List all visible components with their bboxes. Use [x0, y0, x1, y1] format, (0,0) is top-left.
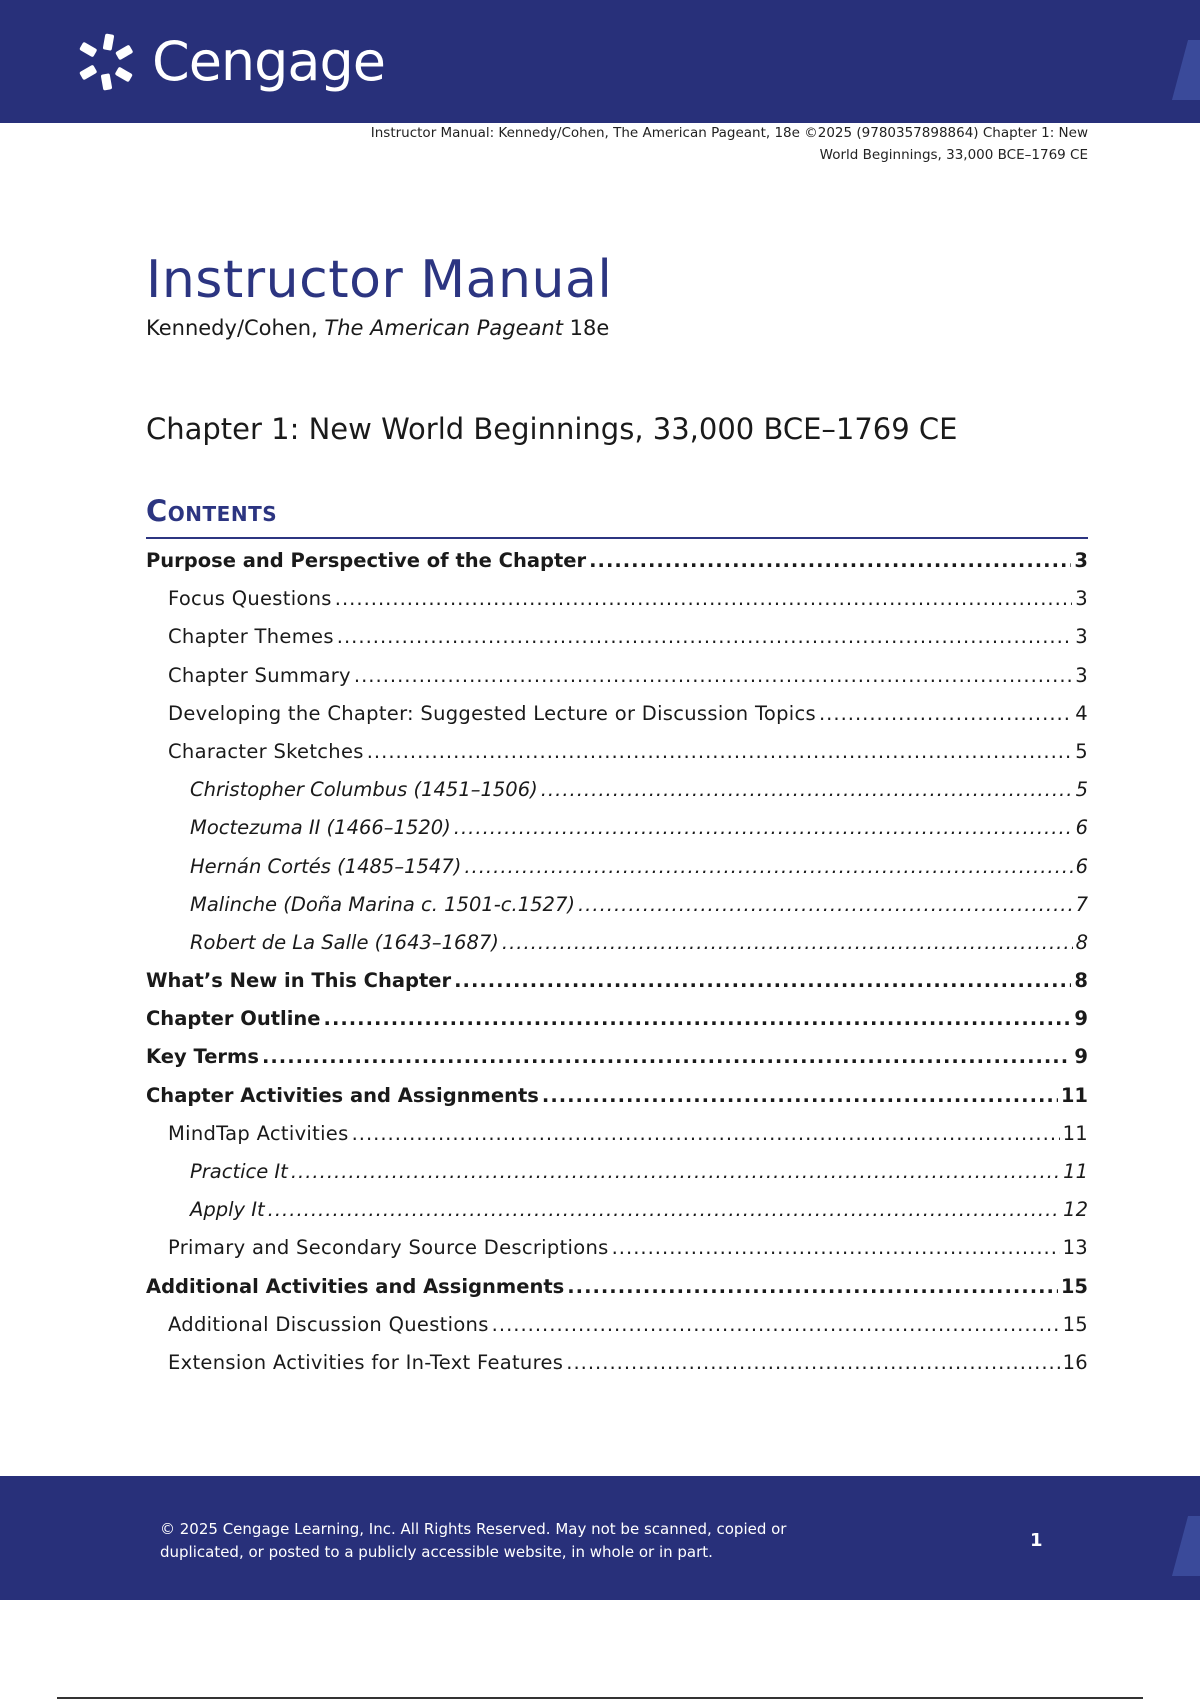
- toc-entry-page: 7: [1075, 892, 1088, 916]
- toc-entry-label: Focus Questions: [168, 587, 332, 611]
- header-band: [0, 0, 1200, 123]
- toc-entry-page: 4: [1075, 701, 1088, 725]
- toc-entry-label: Additional Activities and Assignments: [146, 1274, 565, 1298]
- table-of-contents: [146, 548, 1088, 1388]
- toc-entry-page: 15: [1060, 1274, 1088, 1298]
- toc-entry-page: 8: [1075, 930, 1088, 954]
- toc-entry-label: Practice It: [190, 1160, 288, 1183]
- running-head-line: World Beginnings, 33,000 BCE–1769 CE: [819, 147, 1088, 163]
- toc-entry-page: 12: [1063, 1198, 1088, 1222]
- toc-entry-page: 5: [1075, 739, 1088, 763]
- toc-entry-label: Chapter Summary: [168, 663, 351, 687]
- toc-dot-leader: [324, 1006, 1072, 1031]
- toc-entry[interactable]: [146, 739, 1088, 764]
- book-title: The American Pageant: [324, 316, 563, 340]
- toc-dot-leader: [589, 548, 1071, 573]
- document-subtitle: [146, 316, 609, 340]
- toc-dot-leader: [262, 1044, 1071, 1069]
- toc-entry[interactable]: [146, 1083, 1088, 1108]
- toc-entry[interactable]: [146, 1312, 1088, 1337]
- toc-entry-page: 11: [1062, 1121, 1088, 1145]
- toc-entry[interactable]: [146, 1006, 1088, 1031]
- toc-entry[interactable]: [146, 1274, 1088, 1299]
- page-number: 1: [1030, 1530, 1043, 1551]
- edition: 18e: [562, 316, 610, 340]
- toc-entry[interactable]: [146, 1159, 1088, 1184]
- toc-entry-page: 13: [1062, 1236, 1088, 1260]
- toc-entry-page: 9: [1074, 1007, 1088, 1031]
- toc-entry-label: Apply It: [190, 1198, 265, 1222]
- toc-entry-page: 11: [1063, 1160, 1088, 1183]
- toc-entry-label: Developing the Chapter: Suggested Lecture or Discussion Topics: [168, 701, 816, 725]
- toc-entry-page: 6: [1075, 816, 1088, 840]
- toc-dot-leader: [464, 854, 1072, 879]
- toc-entry-page: 8: [1074, 969, 1088, 993]
- toc-dot-leader: [492, 1312, 1060, 1337]
- copyright-line: © 2025 Cengage Learning, Inc. All Rights Reserved. May not be scanned, copied or: [160, 1520, 787, 1538]
- toc-dot-leader: [352, 1121, 1060, 1146]
- toc-entry-label: Moctezuma II (1466–1520): [190, 816, 451, 840]
- toc-entry[interactable]: [146, 548, 1088, 573]
- toc-entry[interactable]: [146, 892, 1088, 917]
- toc-entry[interactable]: [146, 624, 1088, 649]
- toc-entry-page: 15: [1062, 1312, 1088, 1336]
- toc-entry[interactable]: [146, 701, 1088, 726]
- toc-entry[interactable]: [146, 1235, 1088, 1260]
- copyright-line: duplicated, or posted to a publicly accessible website, in whole or in part.: [160, 1543, 713, 1561]
- toc-entry-page: 5: [1075, 778, 1088, 802]
- toc-dot-leader: [567, 1274, 1058, 1299]
- toc-entry-label: Robert de La Salle (1643–1687): [190, 930, 499, 954]
- toc-dot-leader: [454, 815, 1073, 840]
- toc-dot-leader: [566, 1350, 1059, 1375]
- toc-entry-label: Key Terms: [146, 1045, 259, 1069]
- toc-entry-page: 9: [1074, 1045, 1088, 1069]
- toc-dot-leader: [335, 586, 1073, 611]
- toc-entry[interactable]: [146, 1350, 1088, 1375]
- toc-entry-label: Additional Discussion Questions: [168, 1312, 489, 1336]
- toc-entry-page: 16: [1062, 1350, 1088, 1374]
- contents-divider: [146, 537, 1088, 539]
- footer-accent-shape: [1172, 1516, 1200, 1576]
- toc-entry[interactable]: [146, 968, 1088, 993]
- toc-entry-label: What’s New in This Chapter: [146, 969, 452, 993]
- toc-dot-leader: [454, 968, 1071, 993]
- toc-entry-page: 3: [1074, 549, 1088, 572]
- authors: Kennedy/Cohen,: [146, 316, 325, 340]
- toc-entry-page: 3: [1075, 625, 1088, 649]
- toc-entry-label: MindTap Activities: [168, 1121, 349, 1145]
- toc-entry-label: Primary and Secondary Source Descriptions: [168, 1236, 609, 1260]
- toc-dot-leader: [542, 1083, 1058, 1108]
- copyright-notice: [160, 1518, 860, 1564]
- toc-entry[interactable]: [146, 586, 1088, 611]
- toc-dot-leader: [337, 624, 1073, 649]
- footer-band: [0, 1476, 1200, 1600]
- toc-entry-page: 11: [1060, 1083, 1088, 1107]
- chapter-title: Chapter 1: New World Beginnings, 33,000 BCE–1769 CE: [146, 412, 958, 446]
- toc-entry-label: Extension Activities for In-Text Features: [168, 1350, 564, 1374]
- toc-entry-label: Chapter Outline: [146, 1007, 321, 1031]
- toc-entry[interactable]: [146, 1197, 1088, 1222]
- toc-dot-leader: [354, 663, 1072, 688]
- contents-heading: Contents: [146, 494, 278, 528]
- toc-entry-page: 6: [1075, 854, 1088, 878]
- document-title: Instructor Manual: [146, 250, 613, 310]
- page-bottom-rule: [57, 1697, 1143, 1699]
- toc-entry[interactable]: [146, 1044, 1088, 1069]
- toc-entry-label: Hernán Cortés (1485–1547): [190, 854, 462, 878]
- toc-entry-page: 3: [1075, 663, 1088, 687]
- toc-dot-leader: [268, 1197, 1061, 1222]
- toc-entry[interactable]: [146, 1121, 1088, 1146]
- cengage-logo: [76, 30, 385, 94]
- cengage-logo-icon: [76, 30, 140, 94]
- toc-entry-page: 3: [1075, 587, 1088, 611]
- toc-dot-leader: [612, 1235, 1060, 1260]
- toc-dot-leader: [819, 701, 1072, 726]
- toc-dot-leader: [291, 1159, 1060, 1184]
- header-accent-shape: [1172, 40, 1200, 100]
- toc-entry-label: Malinche (Doña Marina c. 1501-c.1527): [190, 892, 575, 916]
- toc-entry-label: Chapter Activities and Assignments: [146, 1083, 539, 1107]
- running-head: [228, 122, 1088, 166]
- logo-wordmark: Cengage: [152, 30, 386, 93]
- toc-entry[interactable]: [146, 815, 1088, 840]
- toc-entry[interactable]: [146, 663, 1088, 688]
- toc-entry-label: Character Sketches: [168, 739, 364, 763]
- toc-dot-leader: [502, 930, 1073, 955]
- toc-entry-label: Christopher Columbus (1451–1506): [190, 778, 538, 802]
- toc-entry-label: Purpose and Perspective of the Chapter: [146, 549, 587, 572]
- toc-dot-leader: [578, 892, 1073, 917]
- toc-entry[interactable]: [146, 854, 1088, 879]
- toc-dot-leader: [367, 739, 1073, 764]
- toc-entry[interactable]: [146, 777, 1088, 802]
- toc-dot-leader: [541, 777, 1073, 802]
- running-head-line: Instructor Manual: Kennedy/Cohen, The American Pageant, 18e ©2025 (9780357898864) Chapter 1: New: [370, 125, 1088, 141]
- toc-entry-label: Chapter Themes: [168, 625, 334, 649]
- toc-entry[interactable]: [146, 930, 1088, 955]
